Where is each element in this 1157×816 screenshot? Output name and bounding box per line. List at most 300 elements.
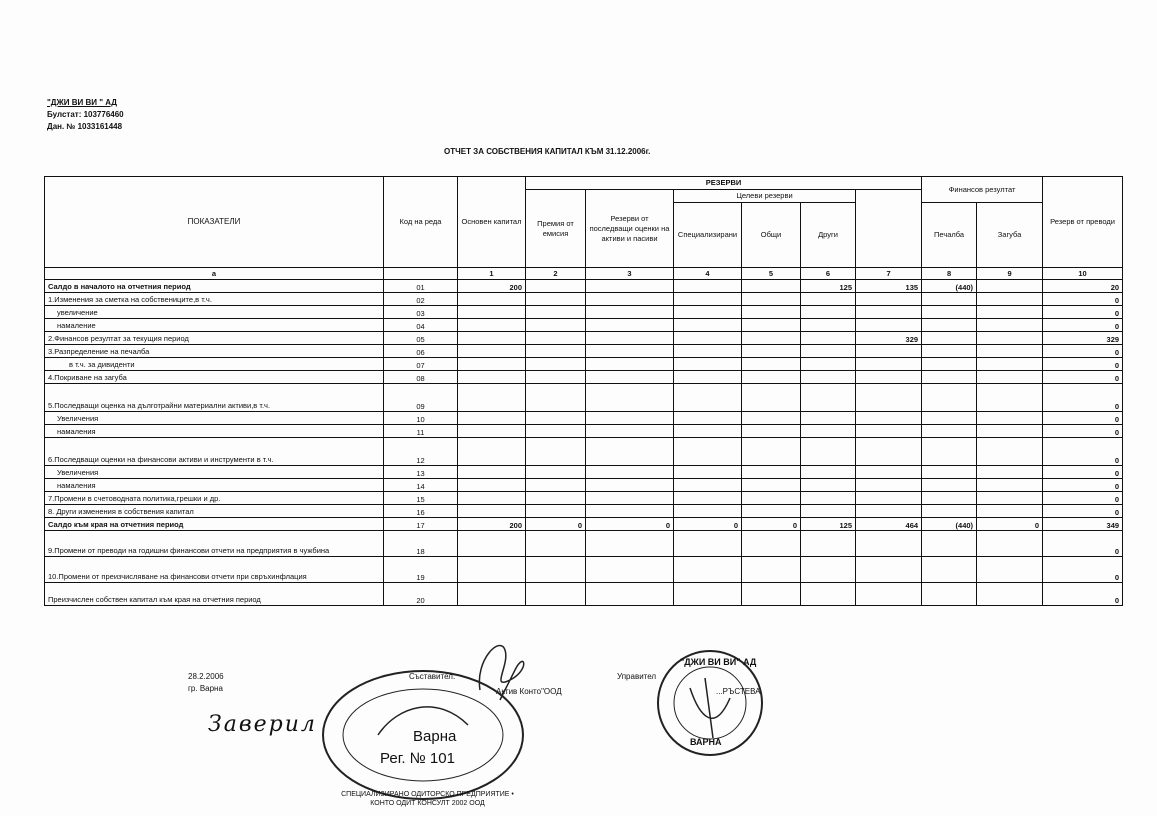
row-value: 0 — [1043, 531, 1123, 557]
row-value — [742, 358, 801, 371]
row-value — [674, 358, 742, 371]
row-value — [586, 371, 674, 384]
row-value — [674, 412, 742, 425]
row-value: 0 — [1043, 345, 1123, 358]
table-row — [45, 371, 1123, 384]
row-value: 464 — [856, 518, 922, 531]
row-value — [856, 479, 922, 492]
row-value — [922, 384, 977, 412]
row-value — [801, 438, 856, 466]
row-value — [801, 319, 856, 332]
row-value — [526, 332, 586, 345]
row-value — [856, 531, 922, 557]
row-value — [458, 479, 526, 492]
table-row — [45, 557, 1123, 583]
bulstat: Булстат: 103776460 — [47, 110, 124, 119]
company-name: "ДЖИ ВИ ВИ " АД — [47, 98, 117, 107]
row-value: 125 — [801, 280, 856, 293]
index-cell: 5 — [742, 268, 801, 280]
row-value — [742, 319, 801, 332]
table-row — [45, 505, 1123, 518]
row-value — [801, 492, 856, 505]
report-title: ОТЧЕТ ЗА СОБСТВЕНИЯ КАПИТАЛ КЪМ 31.12.2006г. — [444, 147, 651, 156]
row-value — [801, 358, 856, 371]
row-code: 10 — [384, 412, 458, 425]
row-value — [674, 425, 742, 438]
row-value — [742, 306, 801, 319]
table-row — [45, 583, 1123, 606]
row-value: (440) — [922, 280, 977, 293]
row-label: 7.Промени в счетоводната политика,грешки и др. — [45, 492, 384, 505]
table-row — [45, 358, 1123, 371]
row-value — [922, 505, 977, 518]
row-value — [742, 492, 801, 505]
row-value — [674, 293, 742, 306]
row-value: 0 — [977, 518, 1043, 531]
row-value — [977, 438, 1043, 466]
row-value: 329 — [856, 332, 922, 345]
row-value: 0 — [526, 518, 586, 531]
row-value — [526, 319, 586, 332]
col-general: Общи — [742, 203, 801, 268]
row-value — [586, 505, 674, 518]
row-code: 18 — [384, 531, 458, 557]
table-row — [45, 293, 1123, 306]
row-value — [922, 479, 977, 492]
row-code: 11 — [384, 425, 458, 438]
row-value — [856, 319, 922, 332]
row-code: 15 — [384, 492, 458, 505]
row-code: 13 — [384, 466, 458, 479]
row-value — [674, 557, 742, 583]
row-value — [856, 412, 922, 425]
certified-handwriting: Заверил — [208, 712, 317, 737]
row-label: Салдо в началото на отчетния период — [45, 280, 384, 293]
row-value: 0 — [1043, 306, 1123, 319]
row-value: 125 — [801, 518, 856, 531]
row-value — [458, 505, 526, 518]
row-value — [458, 492, 526, 505]
row-value — [922, 332, 977, 345]
table-row — [45, 531, 1123, 557]
row-code: 14 — [384, 479, 458, 492]
col-fin-result: Финансов резултат — [922, 177, 1043, 203]
company-stamp-ring: "ДЖИ ВИ ВИ" АД — [680, 657, 757, 667]
company-header — [47, 97, 124, 133]
row-label: 2.Финансов резултат за текущия период — [45, 332, 384, 345]
row-code: 07 — [384, 358, 458, 371]
row-value — [801, 332, 856, 345]
compiler-label: Съставител: — [409, 672, 456, 681]
row-value: 200 — [458, 280, 526, 293]
col-profit: Печалба — [922, 203, 977, 268]
row-value — [922, 319, 977, 332]
row-value — [801, 384, 856, 412]
col-transfer-reserve: Резерв от преводи — [1043, 177, 1123, 268]
row-code: 03 — [384, 306, 458, 319]
row-value — [977, 293, 1043, 306]
manager-label: Управител — [617, 672, 657, 681]
row-value — [674, 531, 742, 557]
row-code: 20 — [384, 583, 458, 606]
row-code: 02 — [384, 293, 458, 306]
row-value — [586, 412, 674, 425]
row-value — [977, 466, 1043, 479]
row-value — [526, 345, 586, 358]
col-special: Специализирани — [674, 203, 742, 268]
table-row — [45, 319, 1123, 332]
row-value — [674, 492, 742, 505]
row-value — [922, 438, 977, 466]
row-value — [526, 412, 586, 425]
auditor-stamp-reg: Рег. № 101 — [380, 750, 455, 767]
row-value — [674, 466, 742, 479]
row-value — [922, 293, 977, 306]
index-cell: 4 — [674, 268, 742, 280]
table-row — [45, 425, 1123, 438]
row-value — [742, 479, 801, 492]
row-value — [674, 479, 742, 492]
tax-number: Дан. № 1033161448 — [47, 122, 123, 131]
row-value: 0 — [1043, 492, 1123, 505]
table-row — [45, 492, 1123, 505]
row-value — [742, 412, 801, 425]
row-value — [742, 345, 801, 358]
row-value — [801, 505, 856, 518]
row-value — [586, 557, 674, 583]
row-value — [458, 583, 526, 606]
row-value — [458, 557, 526, 583]
row-value — [977, 531, 1043, 557]
row-value: 0 — [1043, 319, 1123, 332]
row-label: 9.Промени от преводи на годишни финансови отчети на предприятия в чужбина — [45, 531, 384, 557]
row-value — [856, 293, 922, 306]
row-value — [801, 425, 856, 438]
table-row — [45, 479, 1123, 492]
row-value — [674, 438, 742, 466]
row-value: 0 — [586, 518, 674, 531]
col-other: Други — [801, 203, 856, 268]
row-value — [526, 466, 586, 479]
row-value — [856, 557, 922, 583]
col-code: Код на реда — [384, 177, 458, 268]
row-code: 08 — [384, 371, 458, 384]
row-value — [674, 384, 742, 412]
row-value — [526, 557, 586, 583]
row-value — [977, 557, 1043, 583]
row-value — [977, 306, 1043, 319]
row-value — [526, 371, 586, 384]
row-value — [977, 425, 1043, 438]
row-value — [526, 384, 586, 412]
table-row — [45, 518, 1123, 531]
row-value: 0 — [1043, 371, 1123, 384]
row-value — [856, 583, 922, 606]
row-value — [977, 479, 1043, 492]
row-value — [586, 358, 674, 371]
index-cell: 6 — [801, 268, 856, 280]
row-value — [526, 531, 586, 557]
row-label: Преизчислен собствен капитал към края на отчетния период — [45, 583, 384, 606]
row-value — [922, 412, 977, 425]
row-value — [742, 425, 801, 438]
row-value — [674, 332, 742, 345]
row-value — [458, 531, 526, 557]
col-indicators: ПОКАЗАТЕЛИ — [45, 177, 384, 268]
row-value — [458, 425, 526, 438]
row-value — [586, 479, 674, 492]
row-value — [922, 371, 977, 384]
row-value — [742, 466, 801, 479]
row-label: 10.Промени от преизчисляване на финансови отчети при свръхинфлация — [45, 557, 384, 583]
row-label: Увеличения — [45, 412, 384, 425]
row-label: 5.Последващи оценка на дълготрайни материални активи,в т.ч. — [45, 384, 384, 412]
row-value — [586, 425, 674, 438]
row-value: (440) — [922, 518, 977, 531]
row-value — [801, 557, 856, 583]
row-value — [526, 505, 586, 518]
compiler-name: Актив Конто"ООД — [496, 687, 562, 696]
row-value: 0 — [742, 518, 801, 531]
row-value — [458, 345, 526, 358]
row-value — [586, 306, 674, 319]
col-loss: Загуба — [977, 203, 1043, 268]
row-label: 1.Изменения за сметка на собствениците,в т.ч. — [45, 293, 384, 306]
row-value — [801, 293, 856, 306]
index-cell: 3 — [586, 268, 674, 280]
row-value — [458, 438, 526, 466]
row-value — [801, 583, 856, 606]
row-value — [856, 358, 922, 371]
row-value — [526, 293, 586, 306]
row-value — [977, 505, 1043, 518]
row-value: 329 — [1043, 332, 1123, 345]
row-code: 09 — [384, 384, 458, 412]
row-value — [922, 358, 977, 371]
row-value — [458, 358, 526, 371]
row-value: 135 — [856, 280, 922, 293]
col-reserves-spacer — [856, 190, 922, 268]
row-value — [526, 280, 586, 293]
row-value — [586, 293, 674, 306]
row-value: 0 — [674, 518, 742, 531]
row-value: 0 — [1043, 505, 1123, 518]
company-stamp-city: ВАРНА — [690, 737, 722, 747]
row-value: 0 — [1043, 293, 1123, 306]
report-place: гр. Варна — [188, 684, 223, 693]
row-value: 0 — [1043, 438, 1123, 466]
row-code: 19 — [384, 557, 458, 583]
row-label: 4.Покриване на загуба — [45, 371, 384, 384]
equity-table — [44, 176, 1123, 606]
row-value — [742, 505, 801, 518]
col-target-reserves: Целеви резерви — [674, 190, 856, 203]
report-date: 28.2.2006 — [188, 672, 224, 681]
row-value — [742, 557, 801, 583]
row-value — [742, 293, 801, 306]
row-value — [526, 306, 586, 319]
row-value: 0 — [1043, 384, 1123, 412]
row-value — [856, 466, 922, 479]
row-label: 6.Последващи оценки на финансови активи и инструменти в т.ч. — [45, 438, 384, 466]
row-label: увеличение — [45, 306, 384, 319]
row-label: 3.Разпределение на печалба — [45, 345, 384, 358]
row-label: Увеличения — [45, 466, 384, 479]
row-value — [801, 345, 856, 358]
row-value — [586, 345, 674, 358]
row-label: намаления — [45, 479, 384, 492]
row-code: 01 — [384, 280, 458, 293]
row-value: 200 — [458, 518, 526, 531]
row-value — [977, 412, 1043, 425]
row-value — [586, 583, 674, 606]
row-value — [674, 306, 742, 319]
row-label: 8. Други изменения в собствения капитал — [45, 505, 384, 518]
index-cell: 10 — [1043, 268, 1123, 280]
row-value — [922, 425, 977, 438]
index-cell: 9 — [977, 268, 1043, 280]
manager-name: ...РЪСТЕВА — [716, 687, 761, 696]
table-row — [45, 345, 1123, 358]
row-value — [856, 438, 922, 466]
table-row — [45, 332, 1123, 345]
table-row — [45, 438, 1123, 466]
index-row — [45, 268, 1123, 280]
row-value — [586, 280, 674, 293]
row-value — [526, 492, 586, 505]
row-value: 0 — [1043, 479, 1123, 492]
row-value — [526, 583, 586, 606]
col-share-premium: Премия от емисия — [526, 190, 586, 268]
row-value — [742, 332, 801, 345]
row-value — [742, 583, 801, 606]
row-value — [674, 319, 742, 332]
row-value — [922, 583, 977, 606]
row-value — [526, 479, 586, 492]
row-value: 0 — [1043, 583, 1123, 606]
row-value — [742, 384, 801, 412]
row-value — [742, 371, 801, 384]
row-value — [856, 505, 922, 518]
index-cell: 8 — [922, 268, 977, 280]
row-value — [977, 384, 1043, 412]
row-value — [458, 466, 526, 479]
auditor-stamp-ring: СПЕЦИАЛИЗИРАНО ОДИТОРСКО ПРЕДПРИЯТИЕ • КОНТО ОДИТ КОНСУЛТ 2002 ООД — [341, 791, 514, 807]
row-value — [977, 371, 1043, 384]
row-value — [977, 345, 1043, 358]
row-value — [922, 531, 977, 557]
table-row — [45, 384, 1123, 412]
table-row — [45, 466, 1123, 479]
index-cell: 2 — [526, 268, 586, 280]
col-reserves: РЕЗЕРВИ — [526, 177, 922, 190]
table-row — [45, 306, 1123, 319]
row-value — [458, 371, 526, 384]
row-value — [922, 557, 977, 583]
row-value — [977, 583, 1043, 606]
row-value — [586, 438, 674, 466]
row-value — [742, 280, 801, 293]
row-value — [977, 332, 1043, 345]
row-value — [856, 306, 922, 319]
row-value — [458, 384, 526, 412]
row-value — [526, 358, 586, 371]
row-value — [856, 492, 922, 505]
row-value — [801, 531, 856, 557]
row-label: Салдо към края на отчетния период — [45, 518, 384, 531]
row-value — [458, 293, 526, 306]
index-cell — [384, 268, 458, 280]
row-value — [801, 371, 856, 384]
row-value — [922, 306, 977, 319]
row-value — [856, 371, 922, 384]
row-value — [586, 384, 674, 412]
row-code: 17 — [384, 518, 458, 531]
row-value: 0 — [1043, 358, 1123, 371]
col-basic-capital: Основен капитал — [458, 177, 526, 268]
row-value — [856, 345, 922, 358]
row-value — [458, 412, 526, 425]
row-code: 04 — [384, 319, 458, 332]
row-value — [977, 358, 1043, 371]
row-code: 06 — [384, 345, 458, 358]
row-value — [526, 438, 586, 466]
row-value — [458, 306, 526, 319]
index-cell: а — [45, 268, 384, 280]
table-row — [45, 280, 1123, 293]
row-code: 05 — [384, 332, 458, 345]
auditor-stamp-city: Варна — [413, 728, 457, 745]
row-label: намаления — [45, 425, 384, 438]
row-value: 0 — [1043, 557, 1123, 583]
row-value — [742, 438, 801, 466]
row-value — [801, 466, 856, 479]
row-value: 20 — [1043, 280, 1123, 293]
row-value — [856, 384, 922, 412]
row-value — [674, 583, 742, 606]
row-value: 0 — [1043, 412, 1123, 425]
row-value — [586, 466, 674, 479]
row-code: 12 — [384, 438, 458, 466]
row-code: 16 — [384, 505, 458, 518]
row-value — [801, 479, 856, 492]
row-value — [977, 280, 1043, 293]
row-value — [922, 492, 977, 505]
row-value — [801, 412, 856, 425]
index-cell: 7 — [856, 268, 922, 280]
row-value — [458, 319, 526, 332]
row-value — [674, 505, 742, 518]
row-label: намаление — [45, 319, 384, 332]
row-value — [922, 466, 977, 479]
row-value — [922, 345, 977, 358]
row-value — [526, 425, 586, 438]
row-value — [586, 531, 674, 557]
row-value — [674, 280, 742, 293]
row-value — [586, 492, 674, 505]
row-value — [801, 306, 856, 319]
row-value — [977, 319, 1043, 332]
row-value: 349 — [1043, 518, 1123, 531]
row-label: в т.ч. за дивиденти — [45, 358, 384, 371]
row-value — [856, 425, 922, 438]
row-value — [674, 345, 742, 358]
row-value — [458, 332, 526, 345]
row-value — [586, 319, 674, 332]
row-value — [742, 531, 801, 557]
row-value — [586, 332, 674, 345]
row-value — [674, 371, 742, 384]
